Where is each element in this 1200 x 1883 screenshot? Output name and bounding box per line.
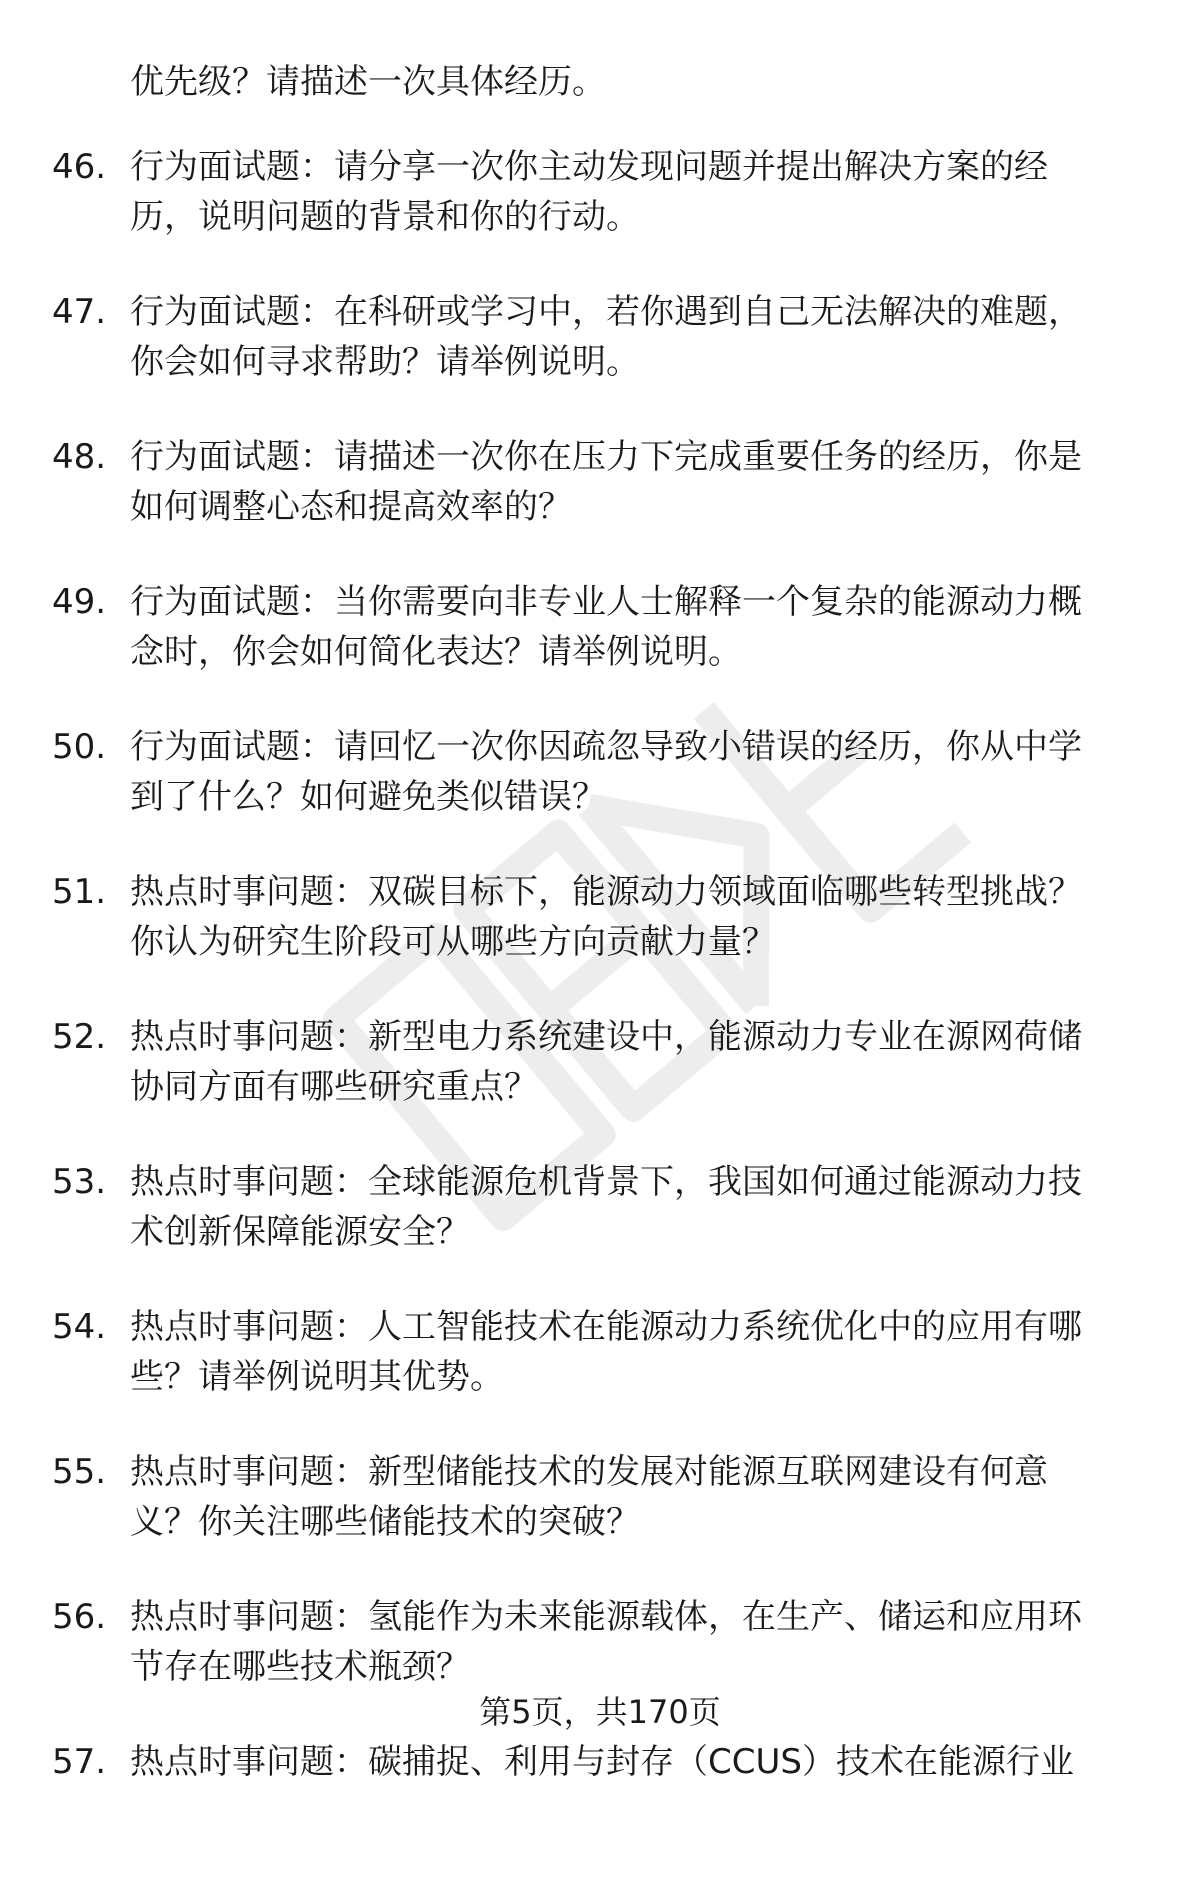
question-item xyxy=(0,578,1200,723)
question-text-line: 行为面试题：请描述一次你在压力下完成重要任务的经历，你是 xyxy=(130,437,1082,477)
question-text-line: 热点时事问题：新型电力系统建设中，能源动力专业在源网荷储 xyxy=(130,1017,1082,1057)
question-text-line: 如何调整心态和提高效率的？ xyxy=(130,487,572,527)
question-list xyxy=(0,143,1200,1883)
question-number: 50. xyxy=(52,727,107,767)
question-item xyxy=(0,1158,1200,1303)
question-item xyxy=(0,288,1200,433)
question-item xyxy=(0,1738,1200,1883)
question-text-line: 历，说明问题的背景和你的行动。 xyxy=(130,197,640,237)
question-text-line: 义？你关注哪些储能技术的突破？ xyxy=(130,1502,640,1542)
question-text-line: 念时，你会如何简化表达？请举例说明。 xyxy=(130,632,742,672)
question-number: 57. xyxy=(52,1742,107,1782)
question-text-line: 热点时事问题：双碳目标下，能源动力领域面临哪些转型挑战？ xyxy=(130,872,1082,912)
question-item xyxy=(0,723,1200,868)
question-text-line: 热点时事问题：全球能源危机背景下，我国如何通过能源动力技 xyxy=(130,1162,1082,1202)
question-number: 49. xyxy=(52,582,107,622)
question-text-line: 你会如何寻求帮助？请举例说明。 xyxy=(130,342,640,382)
question-item xyxy=(0,868,1200,1013)
question-number: 52. xyxy=(52,1017,107,1057)
question-item xyxy=(0,143,1200,288)
question-item xyxy=(0,1303,1200,1448)
question-text-line: 你认为研究生阶段可从哪些方向贡献力量？ xyxy=(130,922,776,962)
question-number: 56. xyxy=(52,1597,107,1637)
question-text-line: 些？请举例说明其优势。 xyxy=(130,1357,504,1397)
question-number: 55. xyxy=(52,1452,107,1492)
question-text-line: 术创新保障能源安全？ xyxy=(130,1212,470,1252)
question-item xyxy=(0,433,1200,578)
question-number: 48. xyxy=(52,437,107,477)
question-text-line: 热点时事问题：人工智能技术在能源动力系统优化中的应用有哪 xyxy=(130,1307,1082,1347)
question-item xyxy=(0,1448,1200,1593)
question-number: 46. xyxy=(52,147,107,187)
question-text-line: 行为面试题：在科研或学习中，若你遇到自己无法解决的难题， xyxy=(130,292,1082,332)
question-text-line: 到了什么？如何避免类似错误？ xyxy=(130,777,606,817)
question-text-line: 热点时事问题：碳捕捉、利用与封存（CCUS）技术在能源行业 xyxy=(130,1742,1074,1782)
question-text-line: 热点时事问题：氢能作为未来能源载体，在生产、储运和应用环 xyxy=(130,1597,1082,1637)
question-text-line: 行为面试题：当你需要向非专业人士解释一个复杂的能源动力概 xyxy=(130,582,1082,622)
question-text-line: 节存在哪些技术瓶颈？ xyxy=(130,1647,470,1687)
question-number: 53. xyxy=(52,1162,107,1202)
continuation-text: 优先级？请描述一次具体经历。 xyxy=(130,62,606,102)
question-text-line: 热点时事问题：新型储能技术的发展对能源互联网建设有何意 xyxy=(130,1452,1048,1492)
question-text-line: 协同方面有哪些研究重点？ xyxy=(130,1067,538,1107)
question-text-line: 行为面试题：请分享一次你主动发现问题并提出解决方案的经 xyxy=(130,147,1048,187)
question-number: 54. xyxy=(52,1307,107,1347)
question-item xyxy=(0,1013,1200,1158)
page-footer: 第5页，共170页 xyxy=(479,1693,721,1731)
question-text-line: 行为面试题：请回忆一次你因疏忽导致小错误的经历，你从中学 xyxy=(130,727,1082,767)
question-number: 51. xyxy=(52,872,107,912)
question-number: 47. xyxy=(52,292,107,332)
